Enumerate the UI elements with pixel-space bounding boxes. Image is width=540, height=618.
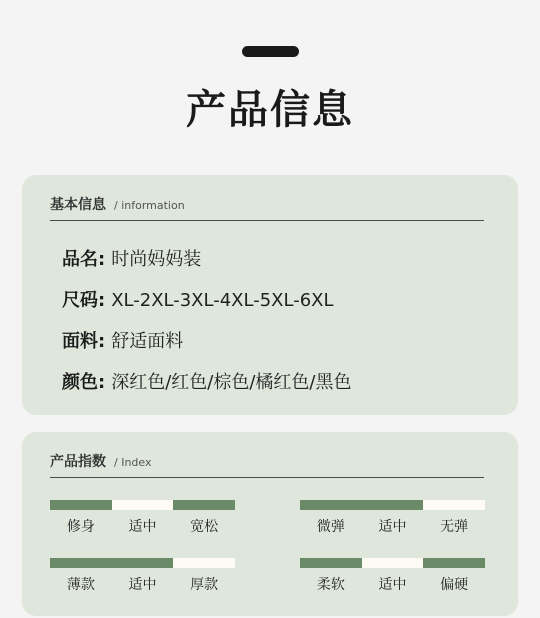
index-bar-segment — [50, 558, 112, 568]
index-bar-segment — [423, 558, 485, 568]
basic-info-title: 基本信息 — [50, 197, 106, 213]
info-key: 面料: — [62, 331, 106, 352]
index-label: 适中 — [128, 519, 157, 535]
index-label: 偏硬 — [440, 577, 469, 593]
index-label: 宽松 — [190, 519, 219, 535]
index-scale-fit — [50, 500, 235, 536]
product-index-title: 产品指数 — [50, 454, 106, 470]
index-scale-softness — [300, 558, 485, 594]
info-value: 舒适面料 — [111, 331, 184, 352]
index-label: 适中 — [378, 519, 407, 535]
index-labels — [50, 516, 235, 536]
index-label: 无弹 — [440, 519, 469, 535]
index-label: 薄款 — [66, 577, 95, 593]
info-row-color — [62, 368, 351, 394]
info-key: 颜色: — [62, 372, 106, 393]
info-row-fabric — [62, 327, 183, 353]
info-row-name — [62, 245, 201, 271]
index-labels — [300, 574, 485, 594]
page-title: 产品信息 — [186, 87, 354, 133]
index-bar-segment — [112, 500, 174, 510]
info-value: XL-2XL-3XL-4XL-5XL-6XL — [111, 290, 334, 311]
info-row-size — [62, 286, 334, 312]
index-scale-thickness — [50, 558, 235, 594]
title-decoration-dash — [242, 46, 299, 57]
index-label: 柔软 — [316, 577, 345, 593]
index-bar — [300, 500, 485, 510]
index-label: 适中 — [128, 577, 157, 593]
index-bar-segment — [173, 500, 235, 510]
index-label: 微弹 — [316, 519, 345, 535]
index-labels — [50, 574, 235, 594]
product-index-divider — [50, 477, 484, 478]
index-label: 修身 — [66, 519, 95, 535]
index-bar — [50, 558, 235, 568]
index-bar-segment — [362, 500, 424, 510]
product-index-card — [22, 432, 518, 616]
index-bar-segment — [362, 558, 424, 568]
info-key: 品名: — [62, 249, 106, 270]
basic-info-heading — [50, 194, 185, 214]
basic-info-divider — [50, 220, 484, 221]
basic-info-card — [22, 175, 518, 415]
info-value: 时尚妈妈装 — [111, 249, 202, 270]
index-label: 厚款 — [190, 577, 219, 593]
basic-info-subtitle: / information — [114, 199, 185, 212]
index-bar — [300, 558, 485, 568]
product-index-subtitle: / Index — [114, 456, 152, 469]
info-value: 深红色/红色/棕色/橘红色/黑色 — [111, 372, 352, 393]
index-bar-segment — [423, 500, 485, 510]
index-bar — [50, 500, 235, 510]
index-bar-segment — [112, 558, 174, 568]
info-key: 尺码: — [62, 290, 106, 311]
index-labels — [300, 516, 485, 536]
index-scale-stretch — [300, 500, 485, 536]
index-bar-segment — [300, 558, 362, 568]
index-label: 适中 — [378, 577, 407, 593]
index-bar-segment — [50, 500, 112, 510]
index-bar-segment — [173, 558, 235, 568]
product-index-heading — [50, 451, 152, 471]
index-bar-segment — [300, 500, 362, 510]
